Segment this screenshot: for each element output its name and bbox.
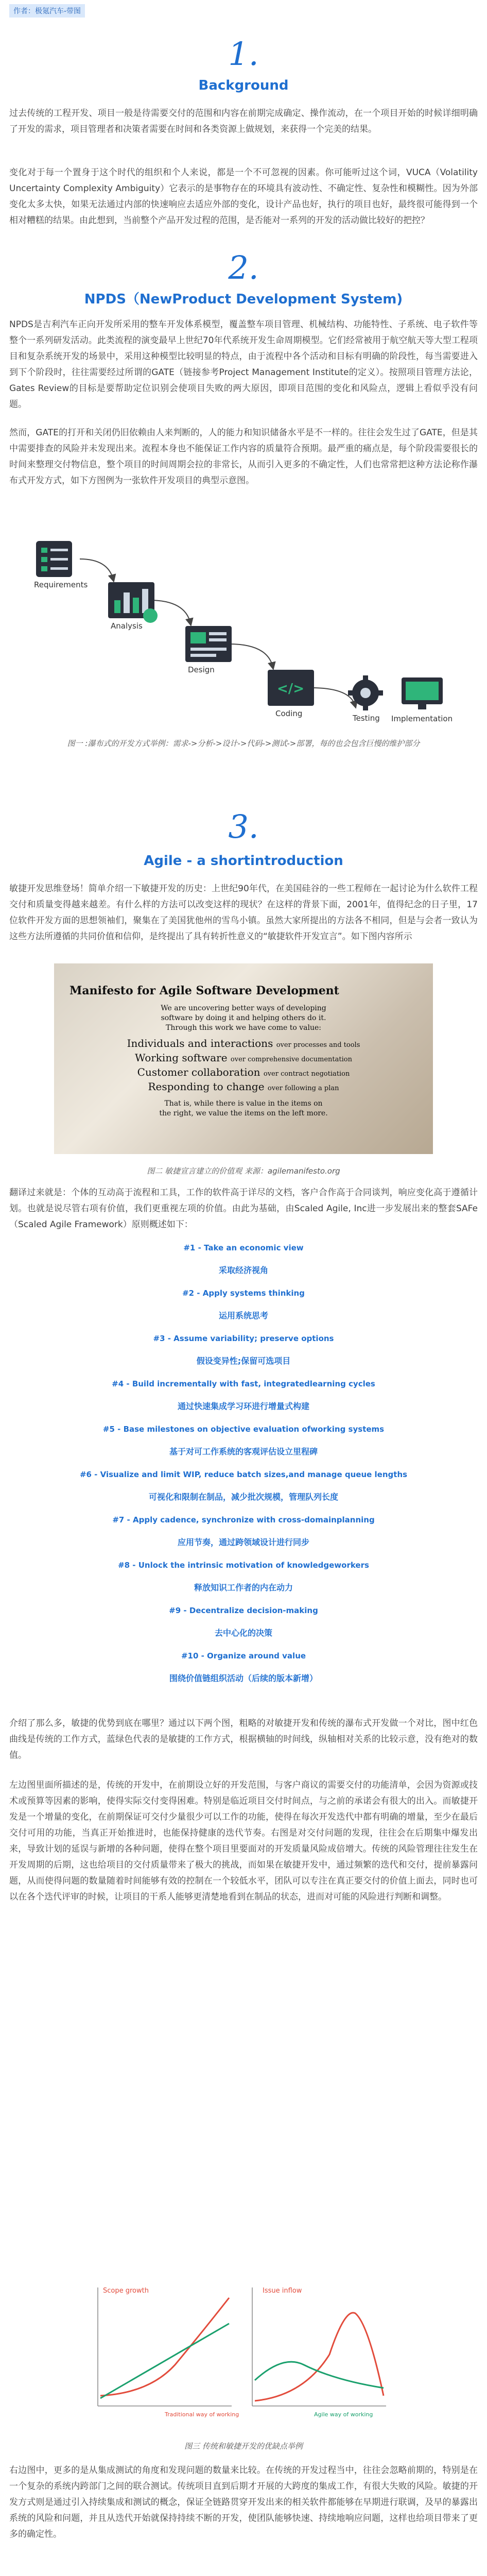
- principle-zh: 释放知识工作者的内在动力: [194, 1583, 293, 1592]
- principle-zh: 可视化和限制在制品，减少批次规模，管理队列长度: [148, 1492, 338, 1502]
- manifesto-intro-line: We are uncovering better ways of developing: [161, 1004, 326, 1012]
- diagram-label: Coding: [275, 709, 303, 718]
- value-right: over contract negotiation: [263, 1070, 350, 1078]
- principle-en: #10 - Organize around value: [181, 1651, 306, 1660]
- value-left: Working software: [135, 1052, 228, 1064]
- diagram-label: Implementation: [391, 714, 453, 723]
- value-left: Individuals and interactions: [127, 1037, 273, 1049]
- principle-en: #7 - Apply cadence, synchronize with cross-domainplanning: [112, 1515, 375, 1524]
- testing-icon: [348, 675, 383, 710]
- scope-growth-chart: [98, 2287, 239, 2418]
- section-number: 3.: [228, 808, 259, 845]
- value-right: over processes and tools: [276, 1041, 360, 1049]
- issue-inflow-chart: [252, 2287, 386, 2418]
- paragraph: 翻译过来就是：个体的互动高于流程和工具，工作的软件高于详尽的文档，客户合作高于合同谈判，响应变化高于遵循计划。也就是说尽管右项有价值，我们更重视左项的价值。由此为基础，由Scaled Agile, Inc进一步发展出来的整套SAFe（Scaled Agile Framework）原则概述如下：: [9, 1188, 478, 1230]
- section-title: Agile - a shortintroduction: [144, 853, 343, 869]
- principle-en: #8 - Unlock the intrinsic motivation of knowledgeworkers: [118, 1561, 369, 1570]
- figure-caption: 图一 :瀑布式的开发方式举例：需求->分析->设计->代码->测试->部署，每的也会包含巨慢的维护部分: [67, 739, 420, 748]
- principle-zh: 去中心化的决策: [214, 1628, 272, 1638]
- manifesto-intro-line: Through this work we have come to value:: [166, 1024, 321, 1032]
- principle-en: #5 - Base milestones on objective evaluation ofworking systems: [102, 1425, 385, 1434]
- principle-en: #9 - Decentralize decision-making: [169, 1606, 318, 1615]
- principle-en: #2 - Apply systems thinking: [182, 1289, 305, 1298]
- principle-en: #3 - Assume variability; preserve options: [153, 1334, 334, 1343]
- diagram-label: Requirements: [34, 580, 88, 589]
- principle-zh: 应用节奏，通过跨领域设计进行同步: [177, 1537, 309, 1547]
- manifesto-value: [69, 1066, 418, 1080]
- value-right: over following a plan: [267, 1084, 339, 1092]
- agile-line: [255, 2362, 384, 2388]
- author-tag[interactable]: 作者：极氪汽车-带图: [9, 4, 85, 18]
- diagram-label: Analysis: [111, 621, 143, 631]
- value-left: Responding to change: [148, 1080, 265, 1093]
- chart-title: Scope growth: [103, 2287, 149, 2295]
- section-title: NPDS（NewProduct Development System): [84, 292, 403, 307]
- paragraph: NPDS是吉利汽车正向开发所采用的整车开发体系模型，覆盖整车项目管理、机械结构、功能特性、子系统、电子软件等整个一系列研发活动。此类流程的演变最早上世纪70年代系统开发生命周期模型。它们经常被用于航空航天等大型工程项目和复杂系统开发的场景中，采用这种模型比较明显的特点，由于流程中各个活动和目标有明确的阶段性，每当需要进入到下个阶段时，往往需要经过所谓的GATE（链接参考Project Management Institute的定义）。按照项目管理方法论，Gates Review的目标是要帮助定位识别会使项目失败的两大原因，即项目范围的变化和风险点，逻辑上看似乎没有问题。: [9, 319, 478, 410]
- manifesto-value: [69, 1052, 418, 1066]
- manifesto-title: Manifesto for Agile Software Development: [69, 984, 339, 997]
- chart-title: Issue inflow: [263, 2287, 302, 2295]
- safe-principles-list: [0, 1236, 487, 1690]
- author-bar: [0, 0, 487, 21]
- section-title: Background: [198, 78, 289, 93]
- manifesto-outro-line: the right, we value the items on the left more.: [159, 1109, 328, 1117]
- manifesto-intro-line: software by doing it and helping others do it.: [161, 1014, 326, 1022]
- manifesto-value: [69, 1037, 418, 1052]
- paragraph: 左边图里面所描述的是，传统的开发中，在前期设立好的开发范围，与客户商议的需要交付的功能清单，会因为资源或技术或预算等因素的影响，使得实际交付变得困难。特别是临近项目交付时间点，与之前的承诺会有很大的出入。而敏捷开发是一个增量的变化，在前期保证可交付少量很少可以工作的功能，使得在每次开发迭代中都有明确的增量，至少在最后交付可用的功能，当真正开始推进时，也能保持健康的迭代节奏。右图是对交付问题的发现，往往会在后期集中爆发出来，导致计划的延误与新增的各种问题，使得在整个项目里要面对的开发质量风险成倍增大。传统的风险管理往往发生在开发周期的后期，这也给项目的交付质量带来了极大的挑战，而如果在敏捷开发中，通过频繁的迭代和交付，提前暴露问题，从而使得问题的数量随着时间能够有效的控制在一个较低水平，团队可以专注在真正要交付的价值上面去，同时也可以在各个迭代评审的时候，让项目的干系人能够更清楚地看到在制品的状态，进而对可能的风险进行判断和调整。: [9, 1780, 478, 1902]
- section-number: 1.: [228, 35, 259, 73]
- design-icon: [185, 626, 232, 662]
- analysis-icon: [108, 582, 158, 623]
- diagram-label: Testing: [353, 714, 380, 723]
- diagram-label: Design: [188, 665, 215, 674]
- principle-zh: 采取经济视角: [218, 1265, 268, 1275]
- traditional-line: [255, 2313, 384, 2401]
- agile-line: [100, 2324, 229, 2398]
- value-right: over comprehensive documentation: [230, 1056, 352, 1063]
- principle-zh: 基于对可工作系统的客观评估设立里程碑: [169, 1447, 318, 1456]
- paragraph: 变化对于每一个置身于这个时代的组织和个人来说，都是一个不可忽视的因素。你可能听过这个词，VUCA（Volatility Uncertainty Complexity Ambiguity）它表示的是事物存在的环境具有波动性、不确定性、复杂性和模糊性。因为外部变化太多太快，如果无法通过内部的快速响应去适应外部的变化，设计产品也好，执行的项目也好，最终很可能得到一个相对糟糕的结果。由此想到，当前整个产品开发过程的范围，是否能对一系列的开发的活动做比较好的把控？: [9, 167, 478, 226]
- principle-en: #6 - Visualize and limit WIP, reduce batch sizes,and manage queue lengths: [79, 1470, 408, 1479]
- coding-icon: [268, 670, 314, 706]
- manifesto-outro-line: That is, while there is value in the items on: [164, 1099, 323, 1108]
- traditional-line: [100, 2298, 229, 2396]
- paragraph: 过去传统的工程开发、项目一般是待需要交付的范围和内容在前期完成确定、操作流动，在一个项目开始的时候详细明确了开发的需求，项目管理者和决策者需要在时间和各类资源上做规划，来获得一个完美的结果。: [9, 108, 478, 134]
- implementation-icon: [402, 677, 443, 709]
- paragraph: 敏捷开发思维登场！简单介绍一下敏捷开发的历史：上世纪90年代，在美国硅谷的一些工程师在一起讨论为什么软件工程交付和质量变得越来越差。有什么样的方法可以改变这样的现状？在这样的背景下面，2001年，值得纪念的日子里，17位软件开发方面的思想领袖们，聚集在了美国犹他州的雪鸟小镇。虽然大家所提出的方法各不相同，但是与会者一致认为这些方法所遵循的共同价值和信仰，是终提出了具有转折性意义的“敏捷软件开发宣言”。如下图内容所示: [9, 884, 478, 942]
- manifesto-image: [54, 963, 433, 1154]
- manifesto-value: [69, 1080, 418, 1095]
- section-number: 2.: [228, 249, 259, 286]
- principle-zh: 围绕价值链组织活动（后续的版本新增）: [169, 1673, 318, 1683]
- principle-en: #4 - Build incrementally with fast, integratedlearning cycles: [112, 1379, 375, 1388]
- waterfall-diagram: [31, 523, 453, 729]
- paragraph: 然而，GATE的打开和关闭仍旧依赖由人来判断的，人的能力和知识储备水平是不一样的。往往会发生过了GATE，但是其中需要排查的风险并未发现出来。流程本身也不能保证工作内容的质量符合预期。最严重的痛点是，每个阶段需要很长的时间来整理交付物信息，整个项目的时间周期会拉的非常长，从而引入更多的不确定性，人们也常常把这种方法论称作瀑布式开发方式，如下方图例为一张软件开发项目的典型示意图。: [9, 428, 478, 486]
- principle-zh: 假设变异性;保留可选项目: [196, 1356, 291, 1366]
- traditional-label: Traditional way of working: [165, 2411, 239, 2418]
- figure-caption: 图二 敏捷宣言建立的价值观 来源：agilemanifesto.org: [147, 1166, 340, 1176]
- comparison-charts: [88, 2277, 396, 2432]
- agile-label: Agile way of working: [314, 2411, 373, 2418]
- requirements-icon: [36, 541, 72, 577]
- principle-en: #1 - Take an economic view: [183, 1243, 304, 1252]
- principle-zh: 通过快速集成学习环进行增量式构建: [177, 1401, 309, 1411]
- svg-text:</>: </>: [277, 681, 305, 697]
- paragraph: 右边图中，更多的是从集成测试的角度和发现问题的数量来比较。在传统的开发过程当中，往往会忽略前期的，特别是在一个复杂的系统内跨部门之间的联合测试。传统项目直到后期才开展的大跨度的集成工作，有很大失败的风险。敏捷的开发方式则是通过引入持续集成和测试的概念，保证全链路贯穿开发出来的相关软件都能够在早期进行联调，及早的暴露出系统的风险和问题，并且从迭代开始就保持持续不断的开发，使团队能够快速、持续地响应问题，这样也给项目带来了更多的确定性。: [9, 2465, 478, 2539]
- principle-zh: 运用系统思考: [218, 1311, 268, 1320]
- value-left: Customer collaboration: [137, 1066, 260, 1078]
- figure-caption: 图三 传统和敏捷开发的优缺点举例: [184, 2442, 303, 2451]
- paragraph: 介绍了那么多，敏捷的优势到底在哪里？通过以下两个图，粗略的对敏捷开发和传统的瀑布式开发做一个对比，图中红色曲线是传统的工作方式，蓝绿色代表的是敏捷的工作方式，根据横轴的时间线，纵轴相对关系的比较示意，没有绝对的数值。: [9, 1718, 478, 1760]
